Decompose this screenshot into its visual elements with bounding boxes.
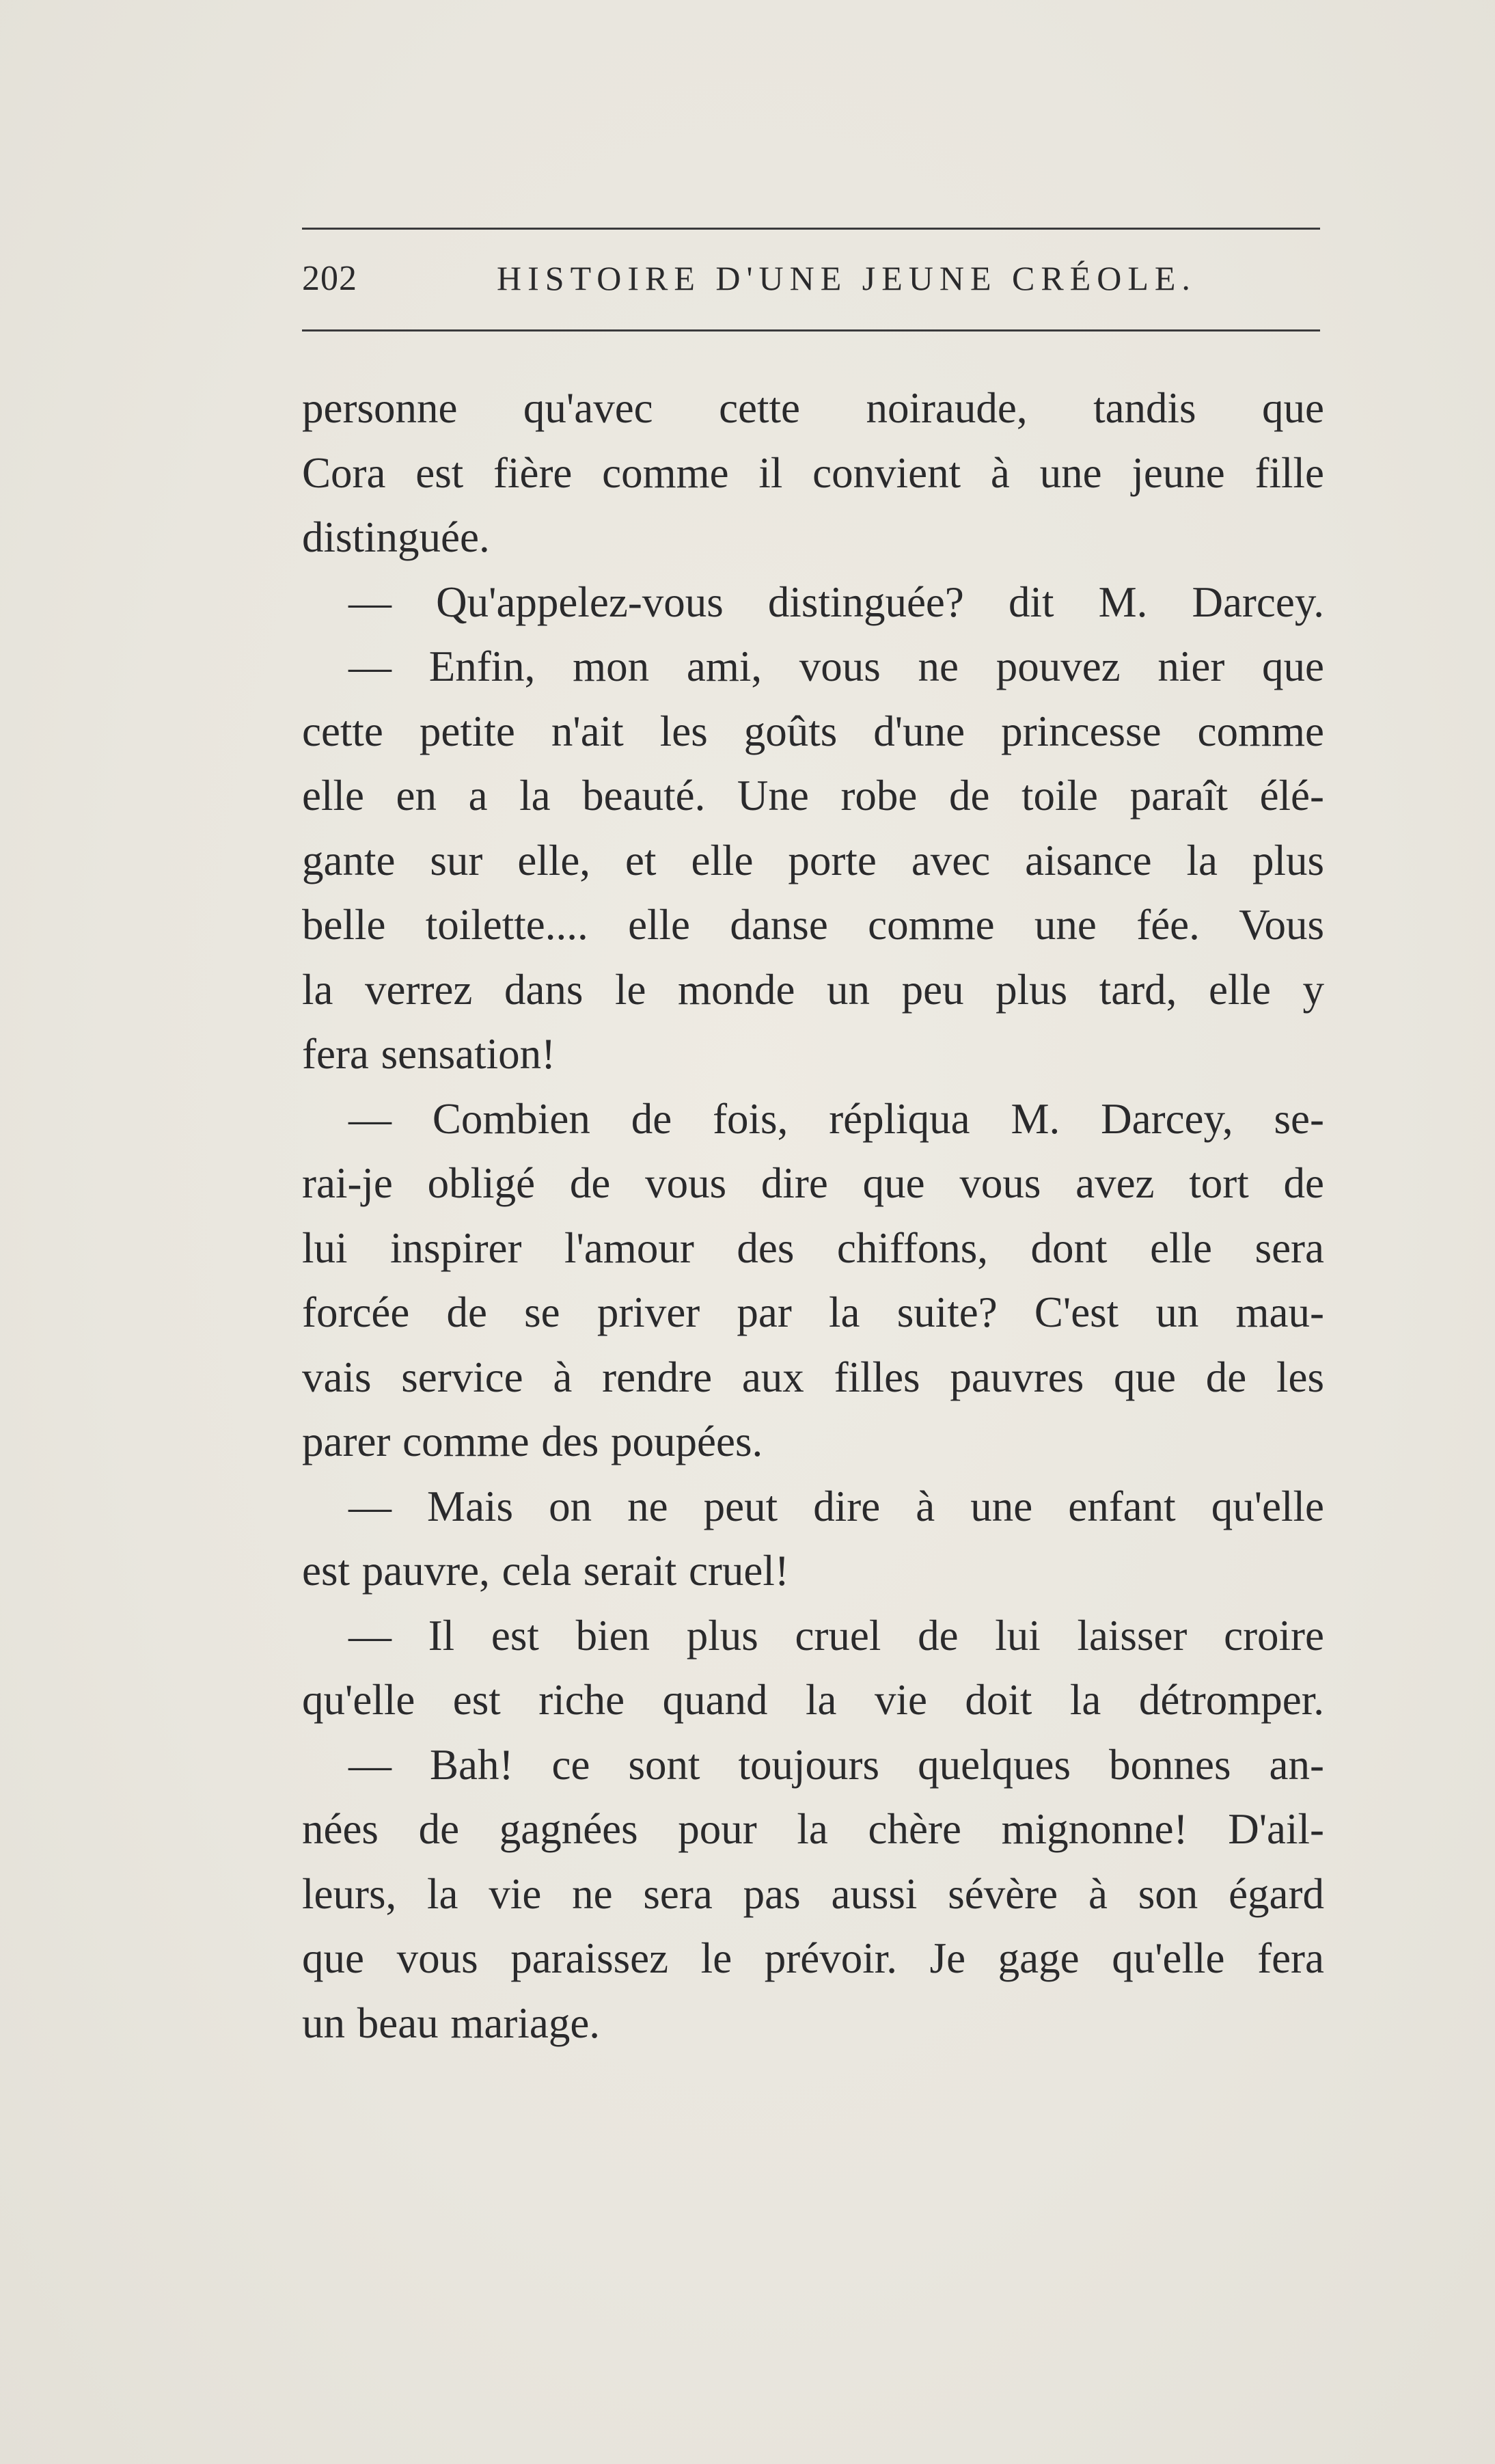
header-bottom-rule — [302, 329, 1320, 331]
text-line: leurs, la vie ne sera pas aussi sévère à son égard — [302, 1869, 1324, 1918]
text-line: parer comme des poupées. — [302, 1418, 763, 1465]
header-top-rule — [302, 228, 1320, 230]
text-line: — Bah! ce sont toujours quelques bonnes an- — [348, 1740, 1324, 1789]
running-header — [302, 258, 1320, 306]
text-line: qu'elle est riche quand la vie doit la détromper. — [302, 1676, 1324, 1724]
text-line: distinguée. — [302, 513, 490, 561]
text-line: cette petite n'ait les goûts d'une princesse comme — [302, 707, 1324, 755]
text-line: gante sur elle, et elle porte avec aisance la plus — [302, 836, 1324, 884]
text-line: forcée de se priver par la suite? C'est un mau- — [302, 1288, 1324, 1336]
text-line: Cora est fière comme il convient à une jeune fille — [302, 448, 1324, 497]
text-line: que vous paraissez le prévoir. Je gage qu'elle fera — [302, 1934, 1324, 1982]
text-line: personne qu'avec cette noiraude, tandis que — [302, 384, 1324, 432]
text-line: — Combien de fois, répliqua M. Darcey, se- — [348, 1094, 1324, 1143]
text-line: fera sensation! — [302, 1030, 556, 1078]
text-line: la verrez dans le monde un peu plus tard, elle y — [302, 965, 1324, 1014]
text-line: est pauvre, cela serait cruel! — [302, 1547, 789, 1595]
page-number: 202 — [302, 259, 357, 298]
text-line: belle toilette.... elle danse comme une fée. Vous — [302, 901, 1324, 949]
running-title: HISTOIRE D'UNE JEUNE CRÉOLE. — [497, 259, 1196, 297]
text-line: — Qu'appelez-vous distinguée? dit M. Darcey. — [348, 578, 1324, 626]
text-line: — Mais on ne peut dire à une enfant qu'elle — [348, 1482, 1324, 1530]
text-line: rai-je obligé de vous dire que vous avez tort de — [302, 1159, 1324, 1207]
text-line: — Enfin, mon ami, vous ne pouvez nier que — [348, 642, 1324, 690]
text-line: vais service à rendre aux filles pauvres que de les — [302, 1353, 1324, 1401]
text-line: elle en a la beauté. Une robe de toile paraît élé- — [302, 772, 1324, 820]
text-line: un beau mariage. — [302, 1999, 601, 2047]
body-text — [302, 376, 1324, 2055]
text-line: lui inspirer l'amour des chiffons, dont elle sera — [302, 1223, 1324, 1272]
text-line: — Il est bien plus cruel de lui laisser croire — [348, 1611, 1324, 1660]
text-line: nées de gagnées pour la chère mignonne! D'ail- — [302, 1805, 1324, 1853]
